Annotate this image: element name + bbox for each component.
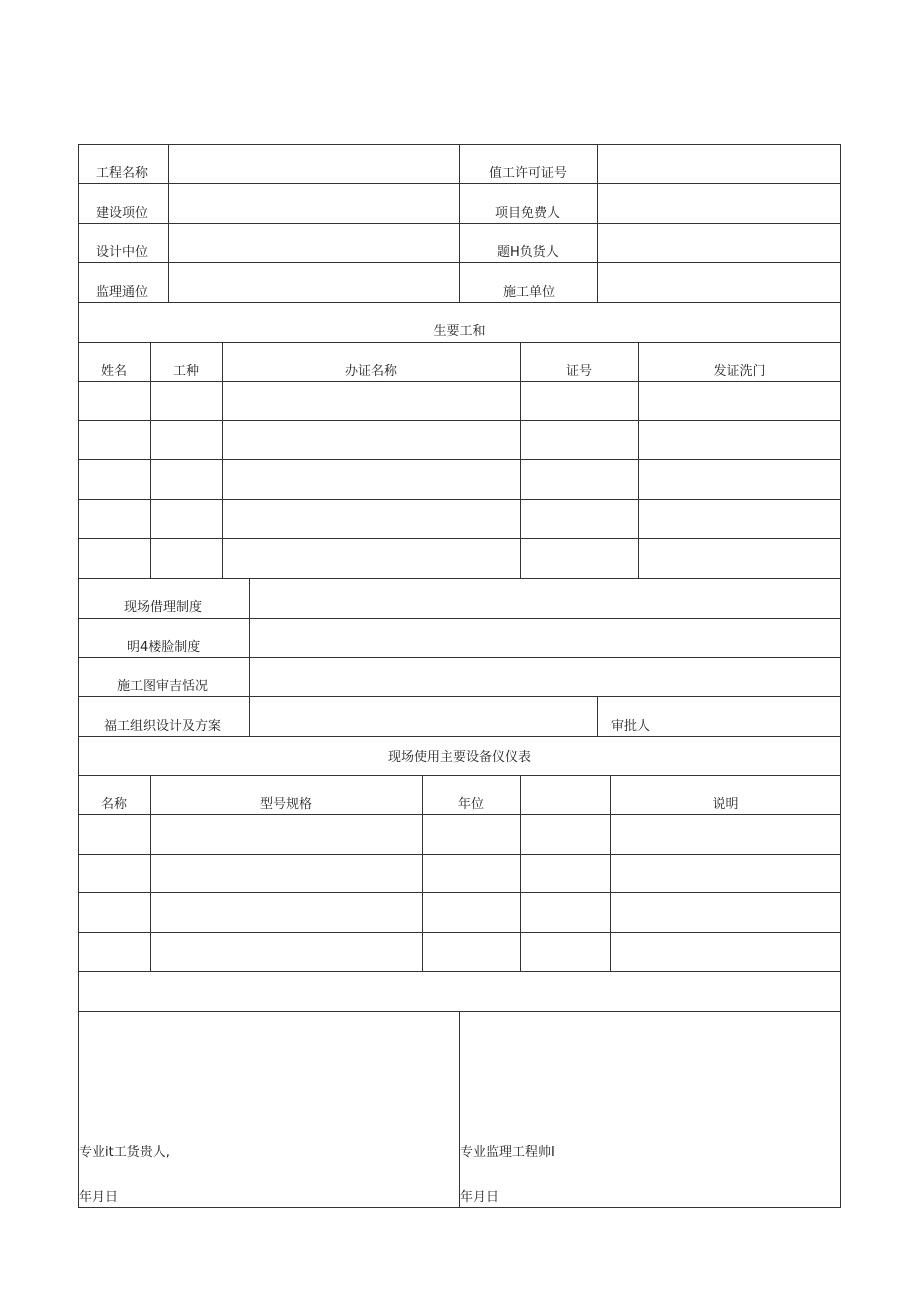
row-divider: [78, 932, 841, 933]
row-divider: [78, 578, 841, 579]
col-header-equip-name: 名称: [100, 797, 127, 812]
row-divider: [78, 342, 841, 343]
col-header-unit: 年位: [457, 797, 484, 812]
label-inspection-rules: 明4楼脸制度: [127, 640, 201, 655]
row-divider: [78, 420, 841, 421]
col-header-cert-name: 办证名称: [344, 364, 397, 379]
supervisor-signature-date: 年月日: [460, 1190, 500, 1205]
label-builder-unit: 施工单位: [503, 285, 556, 300]
label-project-leader: 项目免费人: [495, 206, 561, 221]
label-design-unit: 设计中位: [96, 245, 149, 260]
label-drawing-review: 施工图审吉恬况: [117, 679, 209, 694]
row-divider: [78, 657, 841, 658]
label-construction-unit: 建设项位: [96, 206, 149, 221]
label-topic-leader: 题H负货人: [497, 245, 559, 260]
col-header-cert-no: 证号: [565, 364, 592, 379]
row-divider: [78, 696, 841, 697]
row-divider: [78, 618, 841, 619]
row-divider: [78, 854, 841, 855]
row-divider: [78, 775, 841, 776]
row-divider: [78, 736, 841, 737]
row-divider: [78, 459, 841, 460]
label-supervision-unit: 监理通位: [96, 285, 149, 300]
supervisor-signature-label: 专业监理工程帅I: [460, 1145, 555, 1160]
row-divider: [78, 302, 841, 303]
row-divider: [78, 814, 841, 815]
label-site-rules: 现场借理制度: [124, 600, 203, 615]
col-divider: [520, 775, 521, 971]
contractor-signature-label: 专业it工货贵人,: [79, 1145, 170, 1160]
contractor-signature-date: 年月日: [79, 1190, 119, 1205]
personnel-section-title: 生要工和: [433, 324, 486, 339]
row-divider: [78, 499, 841, 500]
label-org-design: 福工组织设计及方案: [104, 719, 222, 734]
label-permit-no: 值工许可证号: [489, 166, 568, 181]
col-header-model: 型号规格: [259, 797, 312, 812]
col-divider: [249, 578, 250, 736]
label-approver: 审批人: [611, 719, 651, 734]
col-header-note: 说明: [712, 797, 739, 812]
col-header-issuer: 发证洗门: [713, 364, 766, 379]
row-divider: [78, 892, 841, 893]
col-divider: [168, 144, 169, 302]
col-header-trade: 工种: [172, 364, 199, 379]
row-divider: [78, 538, 841, 539]
col-divider: [597, 696, 598, 736]
col-divider: [459, 1011, 460, 1208]
col-divider: [597, 144, 598, 302]
equipment-section-title: 现场使用主要设备仪仪表: [387, 750, 531, 765]
row-divider: [78, 971, 841, 972]
row-divider: [78, 381, 841, 382]
col-divider: [459, 144, 460, 302]
col-header-name: 姓名: [100, 364, 127, 379]
label-project-name: 工程名称: [96, 166, 149, 181]
